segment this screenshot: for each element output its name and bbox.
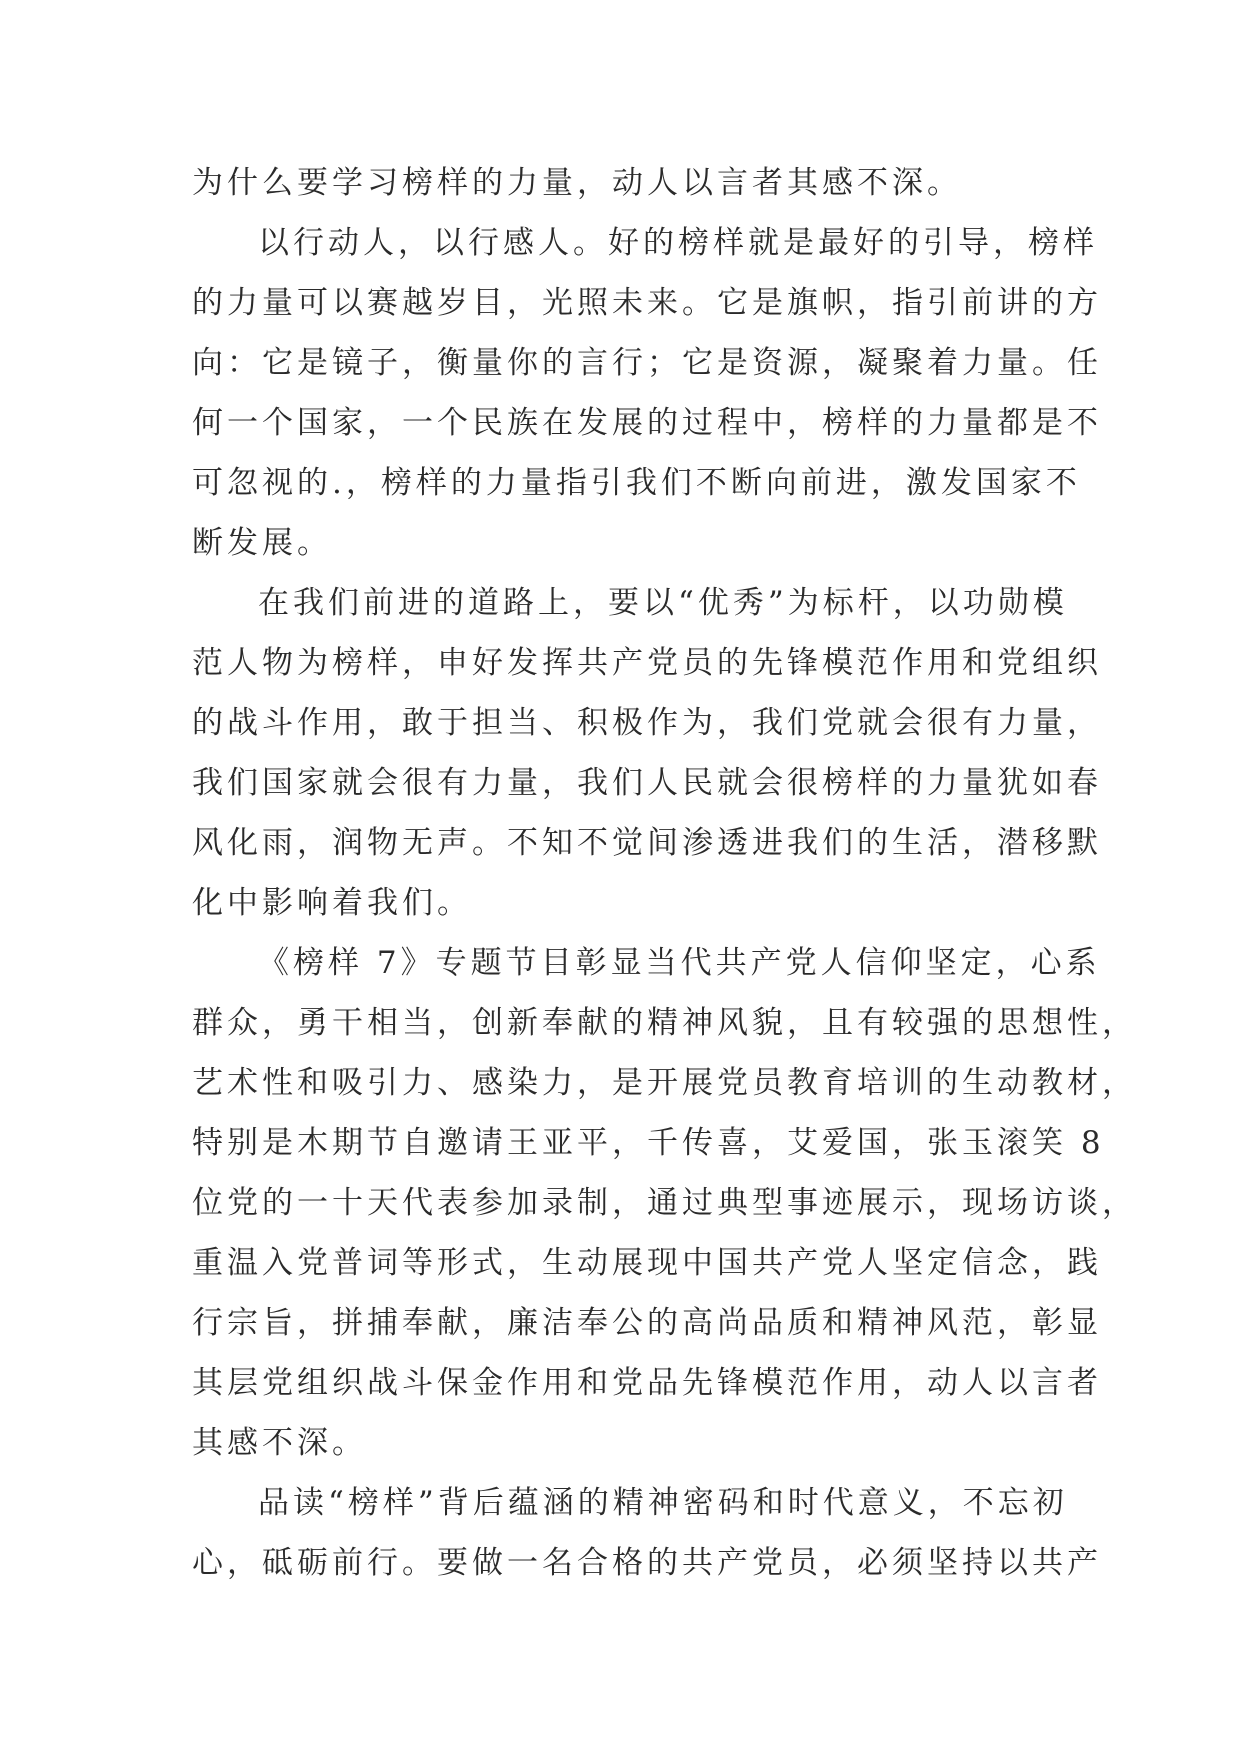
text-line: 我们国家就会很有力量，我们人民就会很榜样的力量犹如春 [192, 765, 1102, 801]
paragraph [192, 573, 1102, 933]
text-line: 风化雨，润物无声。不知不觉间渗透进我们的生活，潜移默 [192, 825, 1102, 861]
paragraph [192, 213, 1102, 573]
paragraph [192, 933, 1137, 1473]
text-line: 特别是木期节自邀请王亚平，千传喜，艾爱国，张玉滚笑 8 [192, 1125, 1105, 1161]
document-body [192, 153, 1137, 1593]
paragraph [192, 153, 1052, 213]
text-line: 的力量可以赛越岁目，光照未来。它是旗帜，指引前讲的方 [192, 285, 1102, 321]
text-line: 以行动人，以行感人。好的榜样就是最好的引导，榜样 [258, 225, 1098, 261]
text-line: 向：它是镜子，衡量你的言行；它是资源，凝聚着力量。任 [192, 345, 1102, 381]
text-line: 的战斗作用，敢于担当、积极作为，我们党就会很有力量， [192, 705, 1102, 741]
text-line: 断发展。 [192, 525, 332, 561]
text-line: 群众，勇干相当，创新奉献的精神风貌，且有较强的思想性， [192, 1005, 1137, 1041]
text-line: 重温入党普词等形式，生动展现中国共产党人坚定信念，践 [192, 1245, 1102, 1281]
text-line: 《榜样 7》专题节目彰显当代共产党人信仰坚定，心系 [258, 945, 1101, 981]
paragraph [192, 1473, 1102, 1593]
text-line: 为什么要学习榜样的力量，动人以言者其感不深。 [192, 165, 962, 201]
text-line: 在我们前进的道路上，要以“优秀”为标杆，以功勋模 [258, 585, 1068, 621]
text-line: 行宗旨，拼捕奉献，廉洁奉公的高尚品质和精神风范，彰显 [192, 1305, 1102, 1341]
text-line: 其感不深。 [192, 1425, 367, 1461]
text-line: 位党的一十天代表参加录制，通过典型事迹展示，现场访谈， [192, 1185, 1137, 1221]
text-line: 心，砥砺前行。要做一名合格的共产党员，必须坚持以共产 [192, 1545, 1102, 1581]
text-line: 范人物为榜样，申好发挥共产党员的先锋模范作用和党组织 [192, 645, 1102, 681]
text-line: 艺术性和吸引力、感染力，是开展党员教育培训的生动教材， [192, 1065, 1137, 1101]
text-line: 化中影响着我们。 [192, 885, 472, 921]
text-line: 可忽视的.，榜样的力量指引我们不断向前进，激发国家不 [192, 465, 1081, 501]
text-line: 品读“榜样”背后蕴涵的精神密码和时代意义，不忘初 [258, 1485, 1068, 1521]
text-line: 其层党组织战斗保金作用和党品先锋模范作用，动人以言者 [192, 1365, 1102, 1401]
text-line: 何一个国家，一个民族在发展的过程中，榜样的力量都是不 [192, 405, 1102, 441]
